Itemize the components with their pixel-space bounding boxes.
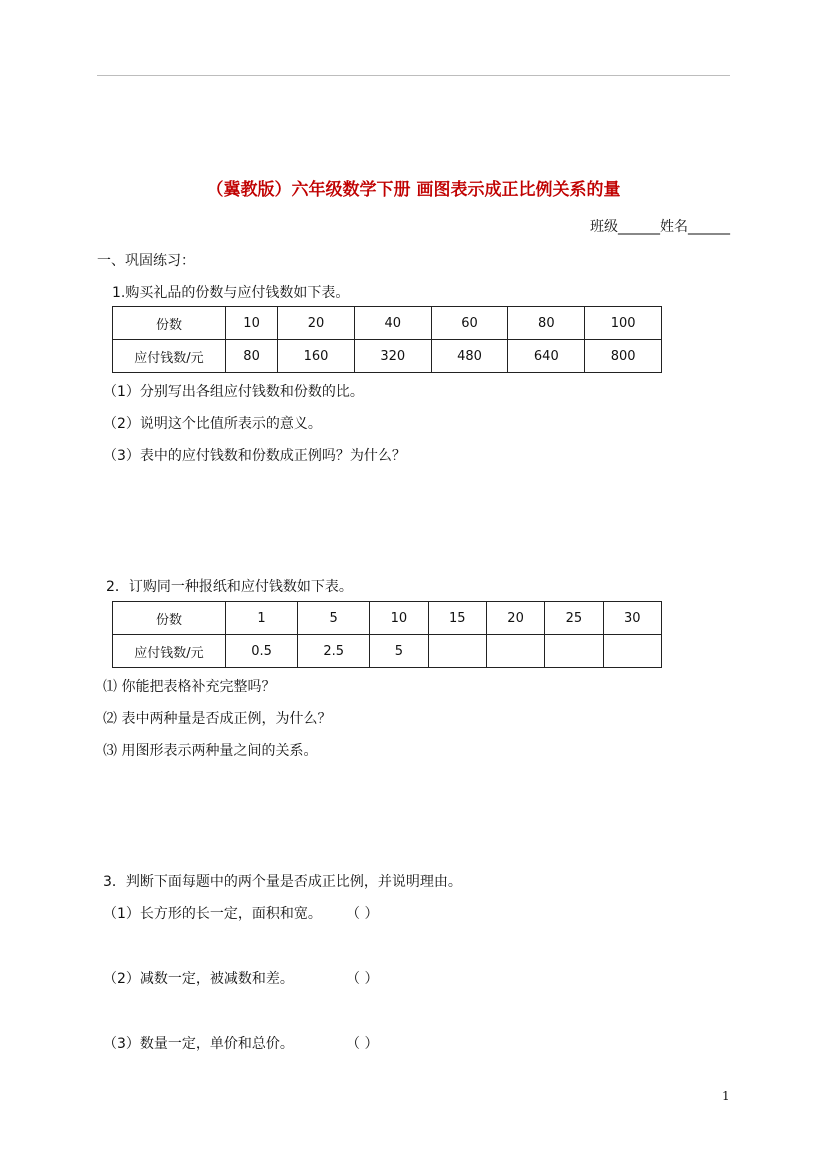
table-cell: 0.5 — [226, 635, 298, 668]
table-cell: 20 — [486, 602, 544, 635]
table-header-cell: 份数 — [113, 602, 226, 635]
table-cell: 30 — [603, 602, 661, 635]
answer-paren-3: （ ） — [346, 1036, 379, 1052]
table-cell: 20 — [278, 307, 355, 340]
question-3-item-3: （3）数量一定，单价和总价。 — [103, 1036, 294, 1052]
table-cell: 10 — [226, 307, 278, 340]
section-heading: 一、巩固练习： — [97, 253, 195, 269]
page-title: （冀教版）六年级数学下册 画图表示成正比例关系的量 — [206, 180, 621, 200]
table-cell: 800 — [585, 340, 662, 373]
answer-paren-1: （ ） — [346, 906, 379, 922]
table-header-cell: 份数 — [113, 307, 226, 340]
table-row — [113, 340, 662, 373]
table-cell: 10 — [370, 602, 428, 635]
table-cell: 80 — [226, 340, 278, 373]
table-header-cell: 应付钱数/元 — [113, 340, 226, 373]
question-2-stem: 2．订购同一种报纸和应付钱数如下表。 — [106, 579, 353, 595]
question-3-item-1: （1）长方形的长一定，面积和宽。 — [103, 906, 322, 922]
table-cell: 80 — [508, 307, 585, 340]
question-1-sub-3: （3）表中的应付钱数和份数成正例吗？为什么？ — [103, 448, 406, 464]
page-number: 1 — [722, 1089, 730, 1103]
question-1-sub-1: （1）分别写出各组应付钱数和份数的比。 — [103, 384, 364, 400]
class-name-line: 班级______姓名______ — [590, 219, 730, 235]
table-cell: 160 — [278, 340, 355, 373]
table-cell: 480 — [431, 340, 508, 373]
question-2-sub-1: ⑴ 你能把表格补充完整吗？ — [103, 679, 276, 695]
header-rule — [97, 75, 730, 76]
answer-paren-2: （ ） — [346, 971, 379, 987]
table-cell: 25 — [545, 602, 603, 635]
question-1-sub-2: （2）说明这个比值所表示的意义。 — [103, 416, 322, 432]
question-1-table — [112, 306, 662, 373]
table-cell: 100 — [585, 307, 662, 340]
question-3-item-2: （2）减数一定，被减数和差。 — [103, 971, 294, 987]
table-row — [113, 307, 662, 340]
question-3-stem: 3．判断下面每题中的两个量是否成正比例，并说明理由。 — [103, 874, 462, 890]
table-header-cell: 应付钱数/元 — [113, 635, 226, 668]
table-cell: 40 — [354, 307, 431, 340]
table-cell: 5 — [298, 602, 370, 635]
table-cell-blank — [428, 635, 486, 668]
table-cell: 2.5 — [298, 635, 370, 668]
question-1-stem: 1.购买礼品的份数与应付钱数如下表。 — [112, 285, 350, 301]
table-cell: 60 — [431, 307, 508, 340]
table-cell-blank — [486, 635, 544, 668]
table-row — [113, 602, 662, 635]
table-cell: 1 — [226, 602, 298, 635]
table-cell-blank — [545, 635, 603, 668]
table-cell: 320 — [354, 340, 431, 373]
question-2-sub-3: ⑶ 用图形表示两种量之间的关系。 — [103, 743, 318, 759]
table-cell: 640 — [508, 340, 585, 373]
question-2-table — [112, 601, 662, 668]
question-2-sub-2: ⑵ 表中两种量是否成正例，为什么？ — [103, 711, 332, 727]
table-cell: 5 — [370, 635, 428, 668]
table-cell: 15 — [428, 602, 486, 635]
table-cell-blank — [603, 635, 661, 668]
table-row — [113, 635, 662, 668]
